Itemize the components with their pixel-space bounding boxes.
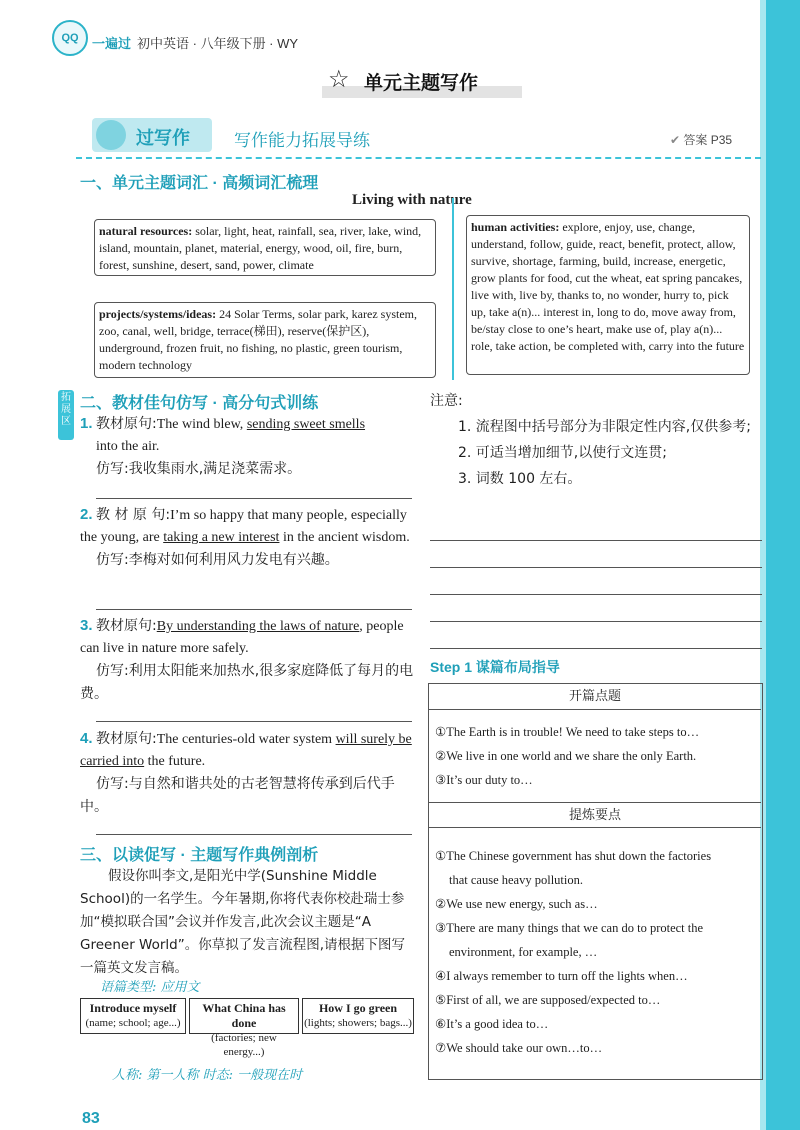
note-item: 2. 可适当增加细节,以使行文连贯;	[458, 445, 667, 461]
page-number: 83	[82, 1110, 100, 1127]
flow-step-title: What China has done	[202, 1001, 286, 1030]
header-brand	[92, 33, 298, 52]
item-number: 4.	[80, 730, 93, 747]
vocab-connector	[452, 198, 464, 380]
imitation-prompt: 仿写:利用太阳能来加热水,很多家庭降低了每月的电费。	[80, 663, 414, 702]
orig-label: 教材原句:	[96, 416, 157, 432]
part1-heading: 一、单元主题词汇 · 高频词汇梳理	[80, 175, 319, 192]
section-banner	[92, 118, 212, 152]
unit-title: 单元主题写作	[364, 73, 479, 94]
flow-step-1	[80, 998, 186, 1034]
flow-step-detail: (lights; showers; bags...)	[304, 1017, 412, 1029]
key-item-text: environment, for example, …	[449, 945, 598, 959]
key-item-text: ⑦We should take our own…to…	[435, 1041, 603, 1055]
imitation-prompt: 仿写:李梅对如何利用风力发电有兴趣。	[96, 552, 339, 568]
section-subtitle: 写作能力拓展导练	[234, 131, 370, 150]
writing-line[interactable]	[430, 621, 762, 622]
book-title: 初中英语 · 八年级下册 · WY	[137, 36, 299, 51]
sentence-item-4	[80, 728, 414, 819]
key-title: 提炼要点	[429, 802, 761, 828]
writing-prompt: 假设你叫李文,是阳光中学(Sunshine Middle School)的一名学生。今年暑期,你将代表你校赴瑞士参加“模拟联合国”会议并作发言,此次会议主题是“A Greener World”。你草拟了发言流程图,请根据下图写一篇英文发言稿。	[80, 868, 406, 976]
sentence-item-3	[80, 615, 414, 706]
writing-line[interactable]	[430, 648, 762, 649]
writing-line[interactable]	[430, 594, 762, 595]
flow-step-title: Introduce myself	[89, 1001, 177, 1015]
answer-line[interactable]	[96, 498, 412, 499]
orig-label: 教 材 原 句:	[96, 507, 171, 523]
vocab-box-natural	[94, 219, 436, 276]
vocab-box-label: human activities:	[471, 220, 560, 234]
section-banner-label: 过写作	[136, 128, 190, 148]
part3-heading: 三、以读促写 · 主题写作典例剖析	[80, 847, 319, 864]
answer-line[interactable]	[96, 609, 412, 610]
key-item-text: ④I always remember to turn off the lights when…	[435, 969, 688, 983]
orig-text: The wind blew,	[156, 417, 247, 432]
open-item-text: ③It’s our duty to…	[435, 773, 533, 787]
open-item-text: ②We live in one world and we share the only Earth.	[435, 749, 697, 763]
key-item-text: ③There are many things that we can do to protect the	[435, 921, 704, 935]
key-item-text: ①The Chinese government has shut down the factories	[435, 849, 712, 863]
flow-step-title: How I go green	[318, 1001, 398, 1015]
imitation-prompt: 仿写:与自然和谐共处的古老智慧将传承到后代手中。	[80, 776, 395, 815]
vocab-topic-title: Living with nature	[352, 192, 472, 208]
check-icon: ✔	[670, 133, 684, 147]
section-divider	[76, 157, 761, 159]
sentence-item-2	[80, 504, 414, 572]
open-item-text: ①The Earth is in trouble! We need to take steps to…	[435, 725, 700, 739]
orig-text-end: the future.	[144, 754, 206, 769]
flow-step-2	[189, 998, 299, 1058]
answer-line[interactable]	[96, 834, 412, 835]
right-edge-stripe	[766, 0, 800, 1130]
item-number: 1.	[80, 415, 93, 432]
flow-step-detail: (name; school; age...)	[85, 1017, 181, 1029]
orig-underlined: sending sweet smells	[246, 417, 366, 432]
orig-underlined: By understanding the laws of nature	[156, 619, 360, 634]
writing-line[interactable]	[430, 567, 762, 568]
vocab-box-label: natural resources:	[99, 224, 193, 238]
item-number: 3.	[80, 617, 93, 634]
step1-heading: Step 1 谋篇布局指导	[430, 659, 560, 675]
star-icon: ☆	[328, 67, 350, 93]
flow-step-detail: (factories; new energy...)	[211, 1032, 277, 1058]
orig-text-end: , people can live in nature more safely.	[80, 619, 404, 656]
notes-title: 注意:	[430, 393, 463, 409]
writing-line[interactable]	[430, 540, 762, 541]
brand-logo: QQ	[52, 20, 88, 56]
orig-text-end: into the air.	[96, 439, 160, 454]
part2-heading: 二、教材佳句仿写 · 高分句式训练	[80, 395, 319, 412]
unit-title-block	[322, 68, 522, 98]
key-item-text: ②We use new energy, such as…	[435, 897, 598, 911]
answer-line[interactable]	[96, 721, 412, 722]
orig-underlined: taking a new interest	[163, 530, 280, 545]
item-number: 2.	[80, 506, 93, 523]
orig-underlined: will surely be carried into	[80, 732, 412, 769]
open-item	[435, 720, 699, 792]
genre-note: 语篇类型: 应用文	[100, 980, 200, 995]
key-item	[435, 844, 711, 1060]
orig-text-end: in the ancient wisdom.	[279, 530, 410, 545]
step1-table	[428, 683, 763, 1080]
orig-label: 教材原句:	[96, 731, 157, 747]
flow-step-3	[302, 998, 414, 1034]
key-item-text: ⑤First of all, we are supposed/expected to…	[435, 993, 661, 1007]
vocab-box-label: projects/systems/ideas:	[99, 307, 217, 321]
orig-text: The centuries-old water system	[156, 732, 336, 747]
key-item-text: that cause heavy pollution.	[449, 873, 583, 887]
mascot-icon	[96, 120, 126, 150]
side-tab: 拓展区	[58, 390, 74, 440]
brand-name: 一遍过	[92, 36, 132, 51]
note-item: 3. 词数 100 左右。	[458, 471, 582, 487]
orig-text: I’m so happy that many people, especially the young, are	[80, 508, 407, 545]
vocab-box-projects	[94, 302, 436, 378]
orig-label: 教材原句:	[96, 618, 157, 634]
open-title: 开篇点题	[429, 684, 761, 710]
answer-ref	[670, 131, 732, 148]
imitation-prompt: 仿写:我收集雨水,满足浇菜需求。	[96, 461, 302, 477]
key-item-text: ⑥It’s a good idea to…	[435, 1017, 549, 1031]
note-item: 1. 流程图中括号部分为非限定性内容,仅供参考;	[458, 419, 751, 435]
vocab-box-text: 24 Solar Terms, solar park, karez system, zoo, canal, well, bridge, terrace(梯田), reserve(保护区), underground, frozen fruit, no fishing, no plastic, green tourism, modern technology	[99, 307, 417, 372]
sentence-item-1	[80, 413, 414, 481]
notes-block	[430, 388, 764, 492]
answer-text: 答案 P35	[683, 133, 733, 147]
vocab-box-activities	[466, 215, 750, 375]
vocab-box-text: solar, light, heat, rainfall, sea, river, lake, wind, island, mountain, planet, material, energy, wood, oil, fire, burn, forest, sunshine, desert, sand, power, climate	[99, 224, 422, 272]
vocab-box-text: explore, enjoy, use, change, understand, follow, guide, react, benefit, protect, allow, survive, shortage, farming, build, increase, energetic, grow plants for food, cut the wheat, eat spring pancakes, live with, live by, thanks to, no wonder, hurry to, pick up, take a(n)... interest in, long to do, move away from, be/stay close to one’s heart, make use of, play a(n)... role, take action, be completed with, carry into the future	[471, 220, 745, 353]
person-tense-note: 人称: 第一人称 时态: 一般现在时	[112, 1068, 303, 1083]
